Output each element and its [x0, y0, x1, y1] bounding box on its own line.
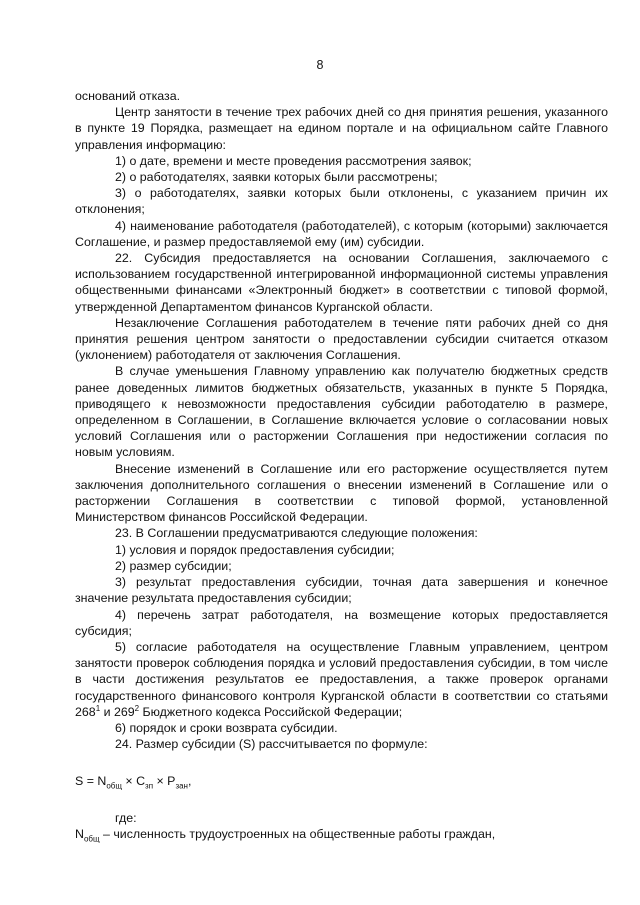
subsidy-formula	[75, 772, 608, 795]
definition-n-total	[75, 826, 608, 842]
list-item-4: 4) наименование работодателя (работодателей), с которым (которыми) заключается Соглашение, и размер предоставляемой ему (им) субсидии.	[75, 218, 608, 249]
provision-item-1: 1) условия и порядок предоставления субсидии;	[115, 542, 395, 557]
provision-item-2: 2) размер субсидии;	[115, 558, 232, 573]
formula-op-1: × С	[121, 774, 146, 789]
list-item-3: 3) о работодателях, заявки которых были отклонены, с указанием причин их отклонения;	[75, 186, 608, 217]
formula-sub-2: зп	[145, 781, 154, 791]
definition-symbol: N	[75, 827, 84, 841]
provision-item-5	[75, 639, 608, 720]
definition-text: – численность трудоустроенных на общественные работы граждан,	[99, 827, 496, 841]
paragraph-non-conclusion: Незаключение Соглашения работодателем в течение пяти рабочих дней со дня принятия решения центром занятости о предоставлении субсидии считается отказом (уклонением) работодателя от заключения Соглашения.	[75, 315, 608, 363]
provision-item-5-text-c: Бюджетного кодекса Российской Федерации;	[139, 704, 403, 719]
paragraph-22: 22. Субсидия предоставляется на основании Соглашения, заключаемого с использованием государственной интегрированной информационной системы управления общественными финансами «Электронный бюджет» в соответствии с типовой формой, утвержденной Департаментом финансов Курганской области.	[75, 251, 608, 314]
document-body	[75, 88, 608, 842]
provision-item-3: 3) результат предоставления субсидии, точная дата завершения и конечное значение результата предоставления субсидии;	[75, 575, 608, 606]
paragraph-amendments: Внесение изменений в Соглашение или его расторжение осуществляется путем заключения дополнительного соглашения о внесении изменений в Соглашение или о расторжении Соглашения в соответствии с типовой формой, установленной Министерством финансов Российской Федерации.	[75, 461, 608, 525]
formula-op-2: × Р	[153, 774, 176, 789]
provision-item-6: 6) порядок и сроки возврата субсидии.	[115, 720, 338, 735]
formula-end: ,	[187, 774, 192, 789]
where-label: где:	[115, 810, 137, 825]
provision-item-5-text: 5) согласие работодателя на осуществление Главным управлением, центром занятости проверок соблюдения порядка и условий предоставления субсидии, в том числе в части достижения результатов ее предоставления, а также проверок органами государственного финансового контроля Курганской области в соответствии со статьями 268	[75, 639, 608, 719]
paragraph-employment-center-info: Центр занятости в течение трех рабочих дней со дня принятия решения, указанного в пункте 19 Порядка, размещает на едином портале и на официальном сайте Главного управления информацию:	[75, 105, 608, 152]
formula-sub-3: зан	[175, 781, 188, 791]
formula-lhs: S = N	[75, 774, 107, 789]
list-item-1: 1) о дате, времени и месте проведения рассмотрения заявок;	[115, 153, 472, 168]
superscript-2: 2	[134, 703, 140, 713]
definition-subscript: общ	[83, 834, 100, 844]
list-item-2: 2) о работодателях, заявки которых были рассмотрены;	[115, 170, 438, 185]
provision-item-4: 4) перечень затрат работодателя, на возмещение которых предоставляется субсидия;	[75, 607, 608, 638]
page-number: 8	[316, 58, 324, 72]
paragraph-limits-reduction: В случае уменьшения Главному управлению как получателю бюджетных средств ранее доведенных лимитов бюджетных обязательств, указанных в пункте 5 Порядка, приводящего к невозможности предоставления субсидии работодателю в размере, определенном в Соглашении, в Соглашение включается условие о согласовании новых условий Соглашения или о расторжении Соглашения при недостижении согласия по новым условиям.	[75, 364, 608, 460]
paragraph-continuation: оснований отказа.	[75, 89, 181, 103]
paragraph-23: 23. В Соглашении предусматриваются следующие положения:	[115, 526, 478, 541]
provision-item-5-text-b: и 269	[100, 704, 135, 719]
paragraph-24: 24. Размер субсидии (S) рассчитывается по формуле:	[115, 737, 428, 752]
superscript-1: 1	[95, 703, 101, 713]
formula-sub-1: общ	[106, 781, 122, 791]
